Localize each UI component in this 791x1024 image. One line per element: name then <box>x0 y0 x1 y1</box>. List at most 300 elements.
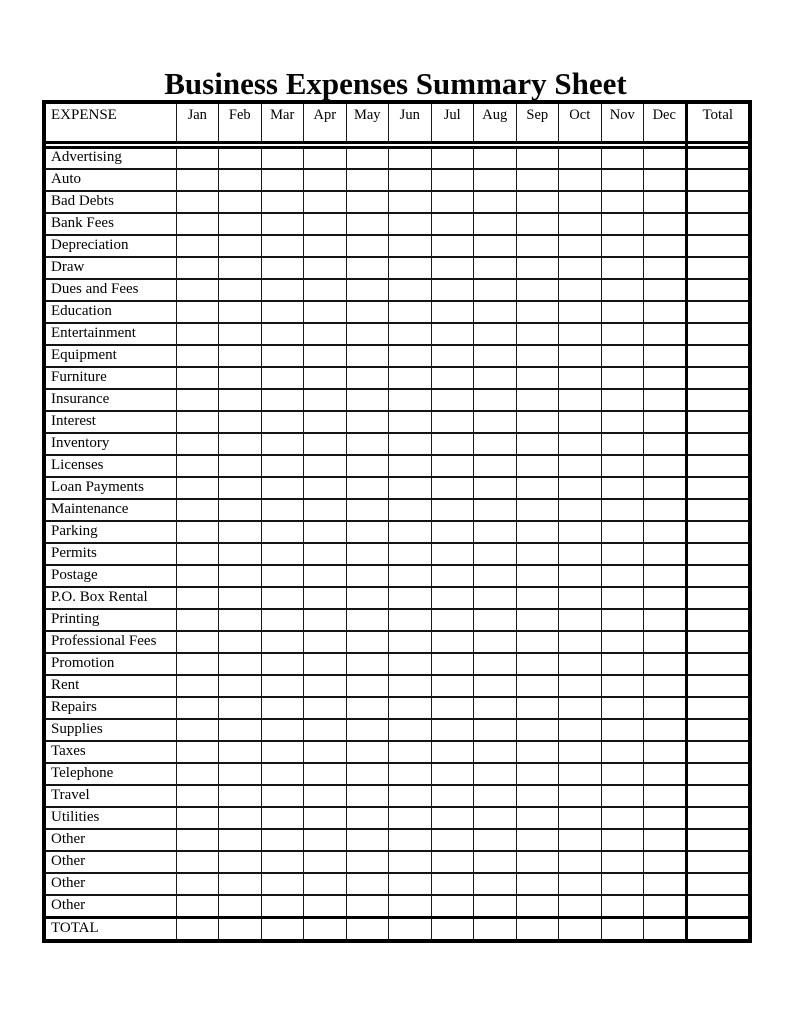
month-value-cell <box>431 895 474 917</box>
month-value-cell <box>304 829 347 851</box>
expense-label-cell: Furniture <box>44 367 176 389</box>
month-value-cell <box>559 697 602 719</box>
month-value-cell <box>346 477 389 499</box>
month-value-cell <box>346 675 389 697</box>
expense-label-cell: Repairs <box>44 697 176 719</box>
month-value-cell <box>261 697 304 719</box>
expense-row <box>44 719 750 741</box>
month-value-cell <box>304 785 347 807</box>
month-value-cell <box>516 697 559 719</box>
month-value-cell <box>516 279 559 301</box>
month-value-cell <box>176 345 219 367</box>
month-value-cell <box>644 587 687 609</box>
month-value-cell <box>389 565 432 587</box>
month-value-cell <box>644 873 687 895</box>
month-value-cell <box>644 675 687 697</box>
month-value-cell <box>601 213 644 235</box>
month-value-cell <box>474 807 517 829</box>
month-value-cell <box>261 323 304 345</box>
month-value-cell <box>644 543 687 565</box>
month-value-cell <box>559 191 602 213</box>
month-value-cell <box>346 653 389 675</box>
month-value-cell <box>601 169 644 191</box>
month-value-cell <box>389 477 432 499</box>
month-value-cell <box>389 323 432 345</box>
month-value-cell <box>261 521 304 543</box>
month-value-cell <box>389 719 432 741</box>
month-value-cell <box>346 851 389 873</box>
month-value-cell <box>474 675 517 697</box>
month-value-cell <box>346 565 389 587</box>
expense-label-cell: Rent <box>44 675 176 697</box>
month-value-cell <box>304 719 347 741</box>
month-value-cell <box>346 895 389 917</box>
month-value-cell <box>261 367 304 389</box>
month-value-cell <box>261 235 304 257</box>
month-value-cell <box>644 301 687 323</box>
row-total-cell <box>686 895 750 917</box>
month-value-cell <box>389 697 432 719</box>
month-value-cell <box>601 763 644 785</box>
month-value-cell <box>219 653 262 675</box>
month-value-cell <box>601 631 644 653</box>
expense-label-cell: Bad Debts <box>44 191 176 213</box>
expense-label-cell: Dues and Fees <box>44 279 176 301</box>
row-total-cell <box>686 653 750 675</box>
month-value-cell <box>219 477 262 499</box>
month-value-cell <box>176 697 219 719</box>
month-value-cell <box>219 543 262 565</box>
expense-label-cell: Bank Fees <box>44 213 176 235</box>
month-value-cell <box>431 389 474 411</box>
month-value-cell <box>389 785 432 807</box>
month-column-header: Feb <box>219 102 262 142</box>
month-value-cell <box>516 807 559 829</box>
month-value-cell <box>389 499 432 521</box>
month-total-cell <box>644 917 687 941</box>
month-value-cell <box>304 477 347 499</box>
month-value-cell <box>431 587 474 609</box>
month-value-cell <box>346 763 389 785</box>
expense-label-cell: Promotion <box>44 653 176 675</box>
expense-label-cell: Supplies <box>44 719 176 741</box>
expenses-table <box>42 100 752 943</box>
month-value-cell <box>219 301 262 323</box>
month-value-cell <box>389 455 432 477</box>
expense-row <box>44 565 750 587</box>
expense-row <box>44 587 750 609</box>
expense-label-cell: Professional Fees <box>44 631 176 653</box>
month-value-cell <box>304 257 347 279</box>
month-value-cell <box>219 741 262 763</box>
month-total-cell <box>559 917 602 941</box>
month-value-cell <box>644 829 687 851</box>
month-value-cell <box>346 257 389 279</box>
expense-row <box>44 257 750 279</box>
month-value-cell <box>389 345 432 367</box>
month-value-cell <box>346 323 389 345</box>
month-value-cell <box>516 719 559 741</box>
month-value-cell <box>346 829 389 851</box>
month-value-cell <box>304 609 347 631</box>
month-value-cell <box>176 807 219 829</box>
month-value-cell <box>559 169 602 191</box>
month-value-cell <box>559 807 602 829</box>
month-value-cell <box>346 301 389 323</box>
month-value-cell <box>176 851 219 873</box>
month-value-cell <box>176 587 219 609</box>
month-value-cell <box>431 235 474 257</box>
month-value-cell <box>516 851 559 873</box>
expense-row <box>44 345 750 367</box>
month-value-cell <box>389 169 432 191</box>
month-value-cell <box>219 367 262 389</box>
expense-label-cell: Interest <box>44 411 176 433</box>
month-value-cell <box>559 785 602 807</box>
month-value-cell <box>431 631 474 653</box>
expense-row <box>44 873 750 895</box>
month-total-cell <box>516 917 559 941</box>
month-value-cell <box>431 565 474 587</box>
month-value-cell <box>516 235 559 257</box>
total-row <box>44 917 750 941</box>
month-value-cell <box>601 873 644 895</box>
month-value-cell <box>516 543 559 565</box>
month-value-cell <box>219 257 262 279</box>
month-value-cell <box>601 389 644 411</box>
month-value-cell <box>389 609 432 631</box>
month-value-cell <box>644 213 687 235</box>
row-total-cell <box>686 697 750 719</box>
month-value-cell <box>261 609 304 631</box>
month-value-cell <box>474 609 517 631</box>
month-value-cell <box>219 389 262 411</box>
month-value-cell <box>304 433 347 455</box>
month-value-cell <box>176 257 219 279</box>
month-value-cell <box>176 235 219 257</box>
row-total-cell <box>686 455 750 477</box>
month-value-cell <box>219 829 262 851</box>
month-value-cell <box>176 675 219 697</box>
month-value-cell <box>219 213 262 235</box>
month-total-cell <box>389 917 432 941</box>
month-value-cell <box>389 389 432 411</box>
month-value-cell <box>346 785 389 807</box>
month-value-cell <box>474 235 517 257</box>
month-value-cell <box>389 235 432 257</box>
month-value-cell <box>474 499 517 521</box>
month-value-cell <box>516 785 559 807</box>
month-value-cell <box>559 301 602 323</box>
month-value-cell <box>176 301 219 323</box>
month-value-cell <box>176 873 219 895</box>
month-value-cell <box>346 455 389 477</box>
month-value-cell <box>559 433 602 455</box>
month-value-cell <box>474 389 517 411</box>
month-total-cell <box>261 917 304 941</box>
month-value-cell <box>389 147 432 169</box>
month-value-cell <box>431 697 474 719</box>
expense-label-cell: Loan Payments <box>44 477 176 499</box>
month-total-cell <box>219 917 262 941</box>
month-value-cell <box>431 675 474 697</box>
month-value-cell <box>559 851 602 873</box>
expense-label-cell: Other <box>44 851 176 873</box>
month-value-cell <box>644 719 687 741</box>
month-value-cell <box>431 367 474 389</box>
month-value-cell <box>644 191 687 213</box>
month-value-cell <box>261 653 304 675</box>
month-value-cell <box>261 389 304 411</box>
month-value-cell <box>176 191 219 213</box>
month-value-cell <box>431 169 474 191</box>
month-value-cell <box>474 785 517 807</box>
month-value-cell <box>431 191 474 213</box>
month-value-cell <box>516 763 559 785</box>
month-value-cell <box>601 697 644 719</box>
month-value-cell <box>389 873 432 895</box>
month-value-cell <box>389 279 432 301</box>
month-value-cell <box>219 169 262 191</box>
month-value-cell <box>559 631 602 653</box>
month-value-cell <box>601 653 644 675</box>
month-value-cell <box>559 367 602 389</box>
month-value-cell <box>559 565 602 587</box>
expense-label-cell: Postage <box>44 565 176 587</box>
month-value-cell <box>219 323 262 345</box>
expense-label-cell: Telephone <box>44 763 176 785</box>
expense-label-cell: Travel <box>44 785 176 807</box>
month-value-cell <box>219 851 262 873</box>
month-value-cell <box>176 521 219 543</box>
month-value-cell <box>644 147 687 169</box>
month-value-cell <box>431 719 474 741</box>
month-total-cell <box>474 917 517 941</box>
month-value-cell <box>304 895 347 917</box>
month-value-cell <box>516 147 559 169</box>
expense-row <box>44 631 750 653</box>
month-value-cell <box>261 851 304 873</box>
expense-row <box>44 367 750 389</box>
month-value-cell <box>474 213 517 235</box>
month-value-cell <box>474 477 517 499</box>
month-value-cell <box>346 279 389 301</box>
month-value-cell <box>176 565 219 587</box>
month-value-cell <box>304 807 347 829</box>
month-column-header: Nov <box>601 102 644 142</box>
row-total-cell <box>686 675 750 697</box>
month-value-cell <box>346 609 389 631</box>
row-total-cell <box>686 851 750 873</box>
month-value-cell <box>304 235 347 257</box>
expense-label-cell: Education <box>44 301 176 323</box>
month-value-cell <box>304 631 347 653</box>
month-value-cell <box>474 653 517 675</box>
month-value-cell <box>219 631 262 653</box>
month-value-cell <box>176 499 219 521</box>
expense-row <box>44 829 750 851</box>
month-value-cell <box>261 257 304 279</box>
month-value-cell <box>261 763 304 785</box>
month-value-cell <box>431 851 474 873</box>
row-total-cell <box>686 543 750 565</box>
month-value-cell <box>601 521 644 543</box>
month-value-cell <box>261 169 304 191</box>
month-value-cell <box>346 235 389 257</box>
month-value-cell <box>346 697 389 719</box>
month-value-cell <box>219 147 262 169</box>
expense-row <box>44 301 750 323</box>
month-value-cell <box>559 455 602 477</box>
expense-row <box>44 653 750 675</box>
total-row-label: TOTAL <box>44 917 176 941</box>
month-value-cell <box>304 169 347 191</box>
month-value-cell <box>346 389 389 411</box>
month-value-cell <box>644 631 687 653</box>
month-value-cell <box>261 829 304 851</box>
month-value-cell <box>176 785 219 807</box>
month-value-cell <box>389 257 432 279</box>
month-value-cell <box>389 763 432 785</box>
row-total-cell <box>686 147 750 169</box>
month-value-cell <box>516 609 559 631</box>
month-value-cell <box>261 213 304 235</box>
month-value-cell <box>644 367 687 389</box>
month-value-cell <box>474 719 517 741</box>
expense-row <box>44 411 750 433</box>
month-value-cell <box>304 675 347 697</box>
month-value-cell <box>516 169 559 191</box>
month-value-cell <box>601 785 644 807</box>
month-value-cell <box>304 565 347 587</box>
month-value-cell <box>474 543 517 565</box>
month-value-cell <box>516 873 559 895</box>
month-value-cell <box>516 257 559 279</box>
expense-label-cell: Taxes <box>44 741 176 763</box>
month-value-cell <box>516 367 559 389</box>
month-value-cell <box>261 279 304 301</box>
month-value-cell <box>431 301 474 323</box>
expense-row <box>44 675 750 697</box>
row-total-cell <box>686 631 750 653</box>
month-value-cell <box>219 235 262 257</box>
month-value-cell <box>474 521 517 543</box>
month-value-cell <box>559 653 602 675</box>
expense-label-cell: Entertainment <box>44 323 176 345</box>
month-value-cell <box>644 323 687 345</box>
month-value-cell <box>559 257 602 279</box>
month-value-cell <box>431 653 474 675</box>
row-total-cell <box>686 433 750 455</box>
month-total-cell <box>176 917 219 941</box>
month-value-cell <box>516 587 559 609</box>
expense-row <box>44 807 750 829</box>
month-value-cell <box>516 741 559 763</box>
month-value-cell <box>431 477 474 499</box>
month-value-cell <box>304 741 347 763</box>
month-value-cell <box>261 675 304 697</box>
expense-row <box>44 213 750 235</box>
month-value-cell <box>559 763 602 785</box>
month-value-cell <box>219 609 262 631</box>
expense-row <box>44 895 750 917</box>
row-total-cell <box>686 763 750 785</box>
month-column-header: Dec <box>644 102 687 142</box>
month-value-cell <box>389 411 432 433</box>
month-value-cell <box>389 741 432 763</box>
row-total-cell <box>686 521 750 543</box>
month-value-cell <box>559 323 602 345</box>
month-value-cell <box>601 851 644 873</box>
expense-row <box>44 433 750 455</box>
month-value-cell <box>431 543 474 565</box>
expense-row <box>44 169 750 191</box>
month-value-cell <box>304 345 347 367</box>
month-value-cell <box>346 719 389 741</box>
month-value-cell <box>261 499 304 521</box>
month-column-header: Mar <box>261 102 304 142</box>
month-column-header: Jan <box>176 102 219 142</box>
month-value-cell <box>601 741 644 763</box>
month-value-cell <box>219 587 262 609</box>
month-value-cell <box>644 851 687 873</box>
month-value-cell <box>176 367 219 389</box>
month-value-cell <box>601 191 644 213</box>
table-header-row <box>44 102 750 142</box>
month-value-cell <box>346 873 389 895</box>
month-total-cell <box>431 917 474 941</box>
month-value-cell <box>219 499 262 521</box>
month-value-cell <box>431 257 474 279</box>
month-value-cell <box>644 433 687 455</box>
month-value-cell <box>346 587 389 609</box>
expense-row <box>44 609 750 631</box>
month-value-cell <box>431 609 474 631</box>
month-value-cell <box>474 895 517 917</box>
month-value-cell <box>431 521 474 543</box>
month-value-cell <box>431 455 474 477</box>
month-value-cell <box>346 741 389 763</box>
month-value-cell <box>304 653 347 675</box>
month-value-cell <box>304 323 347 345</box>
month-value-cell <box>261 191 304 213</box>
month-value-cell <box>559 609 602 631</box>
month-value-cell <box>601 301 644 323</box>
month-value-cell <box>644 169 687 191</box>
month-value-cell <box>176 653 219 675</box>
month-value-cell <box>219 433 262 455</box>
month-value-cell <box>601 895 644 917</box>
month-value-cell <box>431 763 474 785</box>
month-value-cell <box>176 763 219 785</box>
month-value-cell <box>304 873 347 895</box>
month-total-cell <box>346 917 389 941</box>
expense-row <box>44 147 750 169</box>
month-value-cell <box>516 411 559 433</box>
month-value-cell <box>304 763 347 785</box>
month-value-cell <box>389 675 432 697</box>
expense-column-header: EXPENSE <box>44 102 176 142</box>
month-value-cell <box>644 477 687 499</box>
month-value-cell <box>559 477 602 499</box>
month-value-cell <box>261 433 304 455</box>
month-value-cell <box>304 543 347 565</box>
month-value-cell <box>431 213 474 235</box>
month-value-cell <box>601 433 644 455</box>
row-total-cell <box>686 807 750 829</box>
month-value-cell <box>644 895 687 917</box>
month-value-cell <box>474 697 517 719</box>
